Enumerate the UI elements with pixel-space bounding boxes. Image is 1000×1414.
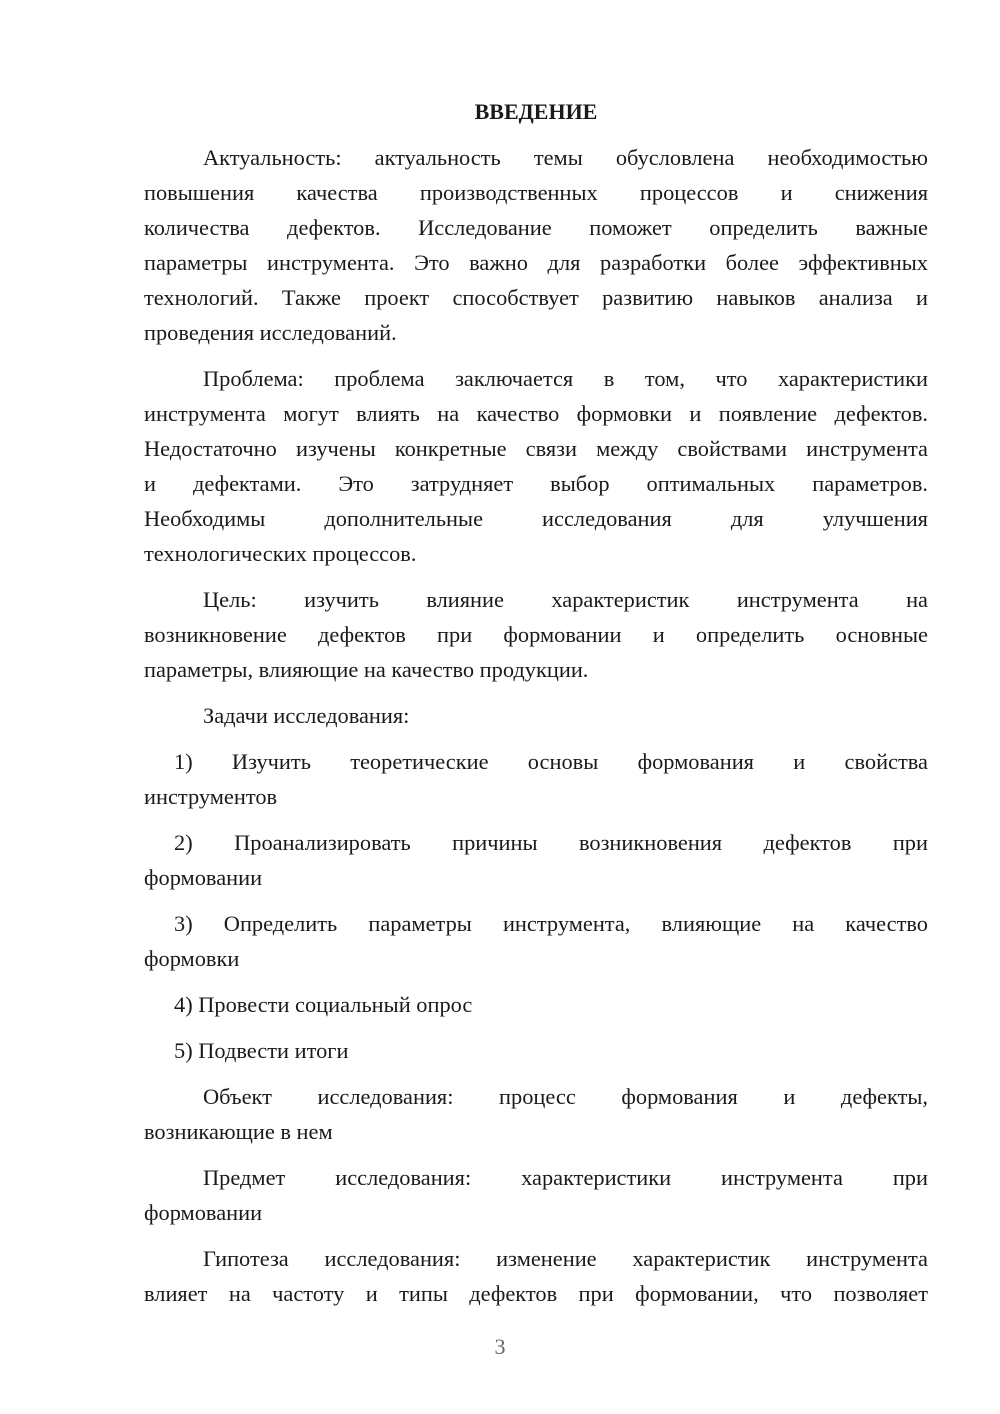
text-line: формовки (144, 946, 240, 971)
text-line: 2) Проанализировать причины возникновения дефектов при (174, 830, 928, 855)
text-line: формовании (144, 1200, 263, 1225)
text-line: формовании (144, 865, 263, 890)
problem-paragraph (144, 361, 928, 571)
object-paragraph (144, 1079, 928, 1149)
text-line: возникающие в нем (144, 1119, 333, 1144)
page-number: 3 (494, 1334, 506, 1359)
text-line: инструмента могут влиять на качество формовки и появление дефектов. (144, 401, 928, 426)
hypothesis-paragraph (144, 1241, 928, 1311)
text-line: 5) Подвести итоги (174, 1038, 349, 1063)
text-line: Объект исследования: процесс формования и дефекты, (203, 1084, 928, 1109)
text-line: Необходимы дополнительные исследования для улучшения (144, 506, 928, 531)
text-line: повышения качества производственных процессов и снижения (144, 180, 928, 205)
text-line: возникновение дефектов при формовании и определить основные (144, 622, 928, 647)
task-item-4 (144, 987, 928, 1022)
text-line: Гипотеза исследования: изменение характеристик инструмента (203, 1246, 928, 1271)
document-page (144, 94, 928, 1322)
text-line: количества дефектов. Исследование поможет определить важные (144, 215, 928, 240)
subject-paragraph (144, 1160, 928, 1230)
task-item-1 (144, 744, 928, 814)
text-line: 3) Определить параметры инструмента, влияющие на качество (174, 911, 928, 936)
text-line: параметры, влияющие на качество продукции. (144, 657, 589, 682)
text-line: Проблема: проблема заключается в том, что характеристики (203, 366, 928, 391)
text-line: проведения исследований. (144, 320, 397, 345)
text-line: 1) Изучить теоретические основы формования и свойства (174, 749, 928, 774)
tasks-heading (144, 698, 928, 733)
text-line: технологий. Также проект способствует развитию навыков анализа и (144, 285, 928, 310)
text-line: Предмет исследования: характеристики инструмента при (203, 1165, 928, 1190)
text-line: Актуальность: актуальность темы обусловлена необходимостью (203, 145, 928, 170)
text-line: 4) Провести социальный опрос (174, 992, 473, 1017)
text-line: влияет на частоту и типы дефектов при формовании, что позволяет (144, 1281, 928, 1306)
text-line: технологических процессов. (144, 541, 417, 566)
task-item-3 (144, 906, 928, 976)
relevance-paragraph (144, 140, 928, 350)
text-line: Недостаточно изучены конкретные связи между свойствами инструмента (144, 436, 928, 461)
text-line: параметры инструмента. Это важно для разработки более эффективных (144, 250, 928, 275)
text-line: Задачи исследования: (203, 703, 410, 728)
text-line: и дефектами. Это затрудняет выбор оптимальных параметров. (144, 471, 928, 496)
goal-paragraph (144, 582, 928, 687)
page-title: ВВЕДЕНИЕ (474, 99, 598, 124)
task-item-2 (144, 825, 928, 895)
text-line: инструментов (144, 784, 278, 809)
text-line: Цель: изучить влияние характеристик инструмента на (203, 587, 928, 612)
task-item-5 (144, 1033, 928, 1068)
